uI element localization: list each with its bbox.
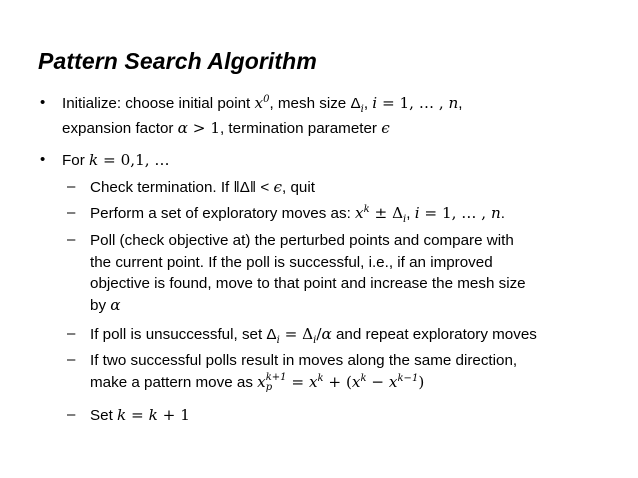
bullet-marker: • — [40, 151, 46, 168]
subitem-line: objective is found, move to that point and increase the mesh size — [90, 275, 526, 292]
subitem-dash: – — [67, 231, 76, 248]
subitem-line: Set k = k + 1 — [90, 406, 190, 424]
bullet-line: Initialize: choose initial point $x^0$, mesh size $\Delta_i$, i = 1, … , n, — [62, 93, 463, 116]
subitem-line: Perform a set of exploratory moves as: $x^k \pm \Delta_i$, i = 1, … , n. — [90, 203, 505, 226]
subitem-line: make a pattern move as x k+1 p = $x^k + (x^k - x^{k-1})$ — [90, 371, 425, 393]
bullet-line: expansion factor α > 1, termination parameter ϵ — [62, 119, 390, 137]
subitem-line: Poll (check objective at) the perturbed points and compare with — [90, 232, 514, 249]
slide-title: Pattern Search Algorithm — [38, 48, 317, 74]
subitem-line: by α — [90, 295, 121, 314]
subitem-dash: – — [67, 325, 76, 342]
bullet-marker: • — [40, 94, 46, 111]
subitem-line: If two successful polls result in moves along the same direction, — [90, 352, 518, 369]
subitem-dash: – — [67, 406, 76, 423]
bullet-line: For k = 0,1, … — [62, 151, 170, 169]
subitem-dash: – — [67, 204, 76, 221]
subitem-line: If poll is unsuccessful, set $\Delta_i = \Delta_i/\alpha$ and repeat exploratory moves — [90, 325, 537, 347]
subitem-dash: – — [67, 351, 76, 368]
subitem-line: Check termination. If ‖Δ‖ < ϵ, quit — [90, 178, 315, 196]
subitem-dash: – — [67, 178, 76, 195]
subitem-line: the current point. If the poll is successful, i.e., if an improved — [90, 253, 493, 271]
